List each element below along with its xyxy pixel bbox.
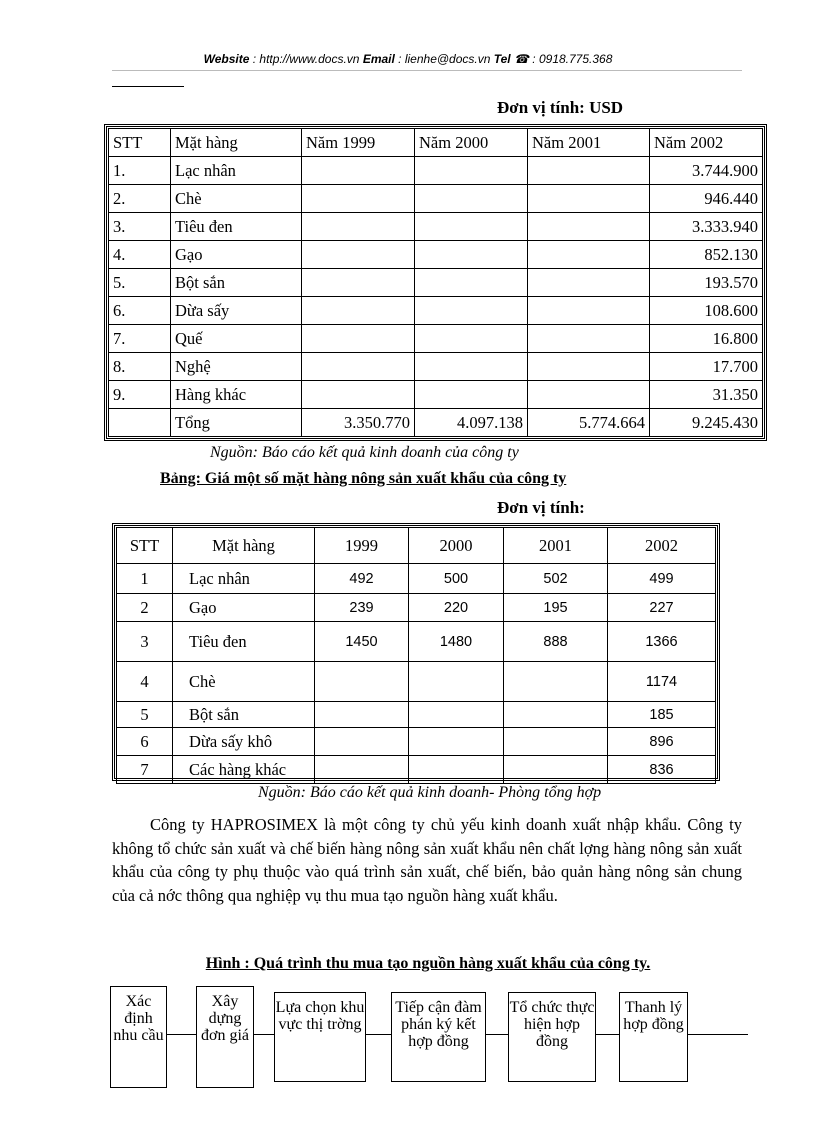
table-row <box>117 594 716 622</box>
value-cell <box>528 325 650 353</box>
process-step-5: Tổ chức thực hiện hợp đồng <box>508 992 596 1082</box>
process-connector <box>486 1034 508 1035</box>
value-cell <box>302 241 415 269</box>
table1-source: Nguồn: Báo cáo kết quả kinh doanh của công ty <box>210 444 519 461</box>
stt-cell: 5 <box>117 702 173 728</box>
price-cell <box>504 756 608 784</box>
stt-cell: 7. <box>109 325 171 353</box>
column-header: Năm 2002 <box>650 129 763 157</box>
price-cell <box>409 728 504 756</box>
tel-number: : 0918.775.368 <box>532 52 613 66</box>
column-header: 2000 <box>409 528 504 564</box>
price-cell: 1450 <box>315 622 409 662</box>
item-cell: Chè <box>173 662 315 702</box>
phone-icon: ☎ <box>514 52 529 66</box>
value-cell: 946.440 <box>650 185 763 213</box>
value-cell: 16.800 <box>650 325 763 353</box>
price-cell <box>315 662 409 702</box>
process-step-4: Tiếp cận đàm phán ký kết hợp đồng <box>391 992 486 1082</box>
price-cell: 502 <box>504 564 608 594</box>
value-cell <box>528 353 650 381</box>
value-cell <box>415 241 528 269</box>
stt-cell: 2. <box>109 185 171 213</box>
process-step-6: Thanh lý hợp đồng <box>619 992 688 1082</box>
value-cell <box>528 157 650 185</box>
export-price-table <box>112 523 720 781</box>
column-header: 2002 <box>608 528 716 564</box>
price-cell: 1174 <box>608 662 716 702</box>
value-cell <box>302 325 415 353</box>
value-cell <box>302 157 415 185</box>
table-row <box>109 297 763 325</box>
stt-cell: 7 <box>117 756 173 784</box>
price-cell: 195 <box>504 594 608 622</box>
item-cell: Chè <box>171 185 302 213</box>
column-header: STT <box>117 528 173 564</box>
price-cell <box>315 702 409 728</box>
price-cell: 896 <box>608 728 716 756</box>
column-header: Mặt hàng <box>173 528 315 564</box>
export-value-table-grid <box>108 128 763 437</box>
process-connector <box>366 1034 391 1035</box>
export-price-table-grid <box>116 527 716 784</box>
item-cell: Bột sắn <box>171 269 302 297</box>
table-row <box>109 325 763 353</box>
stt-cell: 8. <box>109 353 171 381</box>
table-row <box>109 241 763 269</box>
stt-cell: 4. <box>109 241 171 269</box>
table-header-row <box>117 528 716 564</box>
value-cell: 3.333.940 <box>650 213 763 241</box>
price-cell <box>409 662 504 702</box>
stt-cell: 2 <box>117 594 173 622</box>
value-cell <box>415 297 528 325</box>
table-row <box>109 409 763 437</box>
value-cell: 9.245.430 <box>650 409 763 437</box>
price-cell: 492 <box>315 564 409 594</box>
process-step-3: Lựa chọn khu vực thị trờng <box>274 992 366 1082</box>
process-step-2: Xây dựng đơn giá <box>196 986 254 1088</box>
stt-cell: 5. <box>109 269 171 297</box>
table-row <box>109 213 763 241</box>
value-cell <box>415 381 528 409</box>
column-header: 2001 <box>504 528 608 564</box>
table-row <box>109 353 763 381</box>
table2-source: Nguồn: Báo cáo kết quả kinh doanh- Phòng tổng hợp <box>258 784 602 801</box>
price-cell: 1366 <box>608 622 716 662</box>
value-cell <box>415 213 528 241</box>
price-cell <box>409 756 504 784</box>
stt-cell: 4 <box>117 662 173 702</box>
tel-label: Tel <box>493 52 511 66</box>
price-cell: 836 <box>608 756 716 784</box>
table2-title: Bảng: Giá một số mặt hàng nông sản xuất khẩu của công ty <box>160 470 567 487</box>
value-cell: 108.600 <box>650 297 763 325</box>
column-header: STT <box>109 129 171 157</box>
table-row <box>117 756 716 784</box>
stt-cell: 6. <box>109 297 171 325</box>
value-cell <box>415 185 528 213</box>
stt-cell: 1 <box>117 564 173 594</box>
column-header: Mặt hàng <box>171 129 302 157</box>
process-step-1: Xác định nhu cầu <box>110 986 167 1088</box>
item-cell: Tổng <box>171 409 302 437</box>
figure-title: Hình : Quá trình thu mua tạo nguồn hàng xuất khẩu của công ty. <box>205 955 651 972</box>
value-cell: 4.097.138 <box>415 409 528 437</box>
column-header: 1999 <box>315 528 409 564</box>
price-cell: 185 <box>608 702 716 728</box>
table-header-row <box>109 129 763 157</box>
column-header: Năm 2001 <box>528 129 650 157</box>
website-label: Website <box>203 52 250 66</box>
value-cell <box>302 353 415 381</box>
stt-cell: 1. <box>109 157 171 185</box>
value-cell: 852.130 <box>650 241 763 269</box>
table-row <box>117 702 716 728</box>
value-cell: 3.350.770 <box>302 409 415 437</box>
table-row <box>117 564 716 594</box>
table-row <box>109 185 763 213</box>
price-cell <box>504 662 608 702</box>
page-header <box>0 52 816 66</box>
table-row <box>117 622 716 662</box>
price-cell <box>315 728 409 756</box>
value-cell <box>415 353 528 381</box>
item-cell: Gạo <box>173 594 315 622</box>
stt-cell: 9. <box>109 381 171 409</box>
value-cell <box>302 213 415 241</box>
table-row <box>117 728 716 756</box>
process-connector <box>167 1034 196 1035</box>
table2-unit: Đơn vị tính: <box>497 498 585 517</box>
value-cell: 17.700 <box>650 353 763 381</box>
value-cell <box>302 381 415 409</box>
price-cell: 220 <box>409 594 504 622</box>
value-cell <box>415 157 528 185</box>
process-connector <box>254 1034 274 1035</box>
value-cell <box>528 241 650 269</box>
price-cell: 500 <box>409 564 504 594</box>
table-row <box>109 269 763 297</box>
value-cell <box>415 269 528 297</box>
email-label: Email <box>362 52 395 66</box>
item-cell: Các hàng khác <box>173 756 315 784</box>
price-cell <box>409 702 504 728</box>
value-cell <box>528 213 650 241</box>
value-cell <box>302 297 415 325</box>
price-cell: 239 <box>315 594 409 622</box>
value-cell <box>302 185 415 213</box>
stt-cell: 6 <box>117 728 173 756</box>
value-cell <box>528 185 650 213</box>
price-cell: 499 <box>608 564 716 594</box>
value-cell: 193.570 <box>650 269 763 297</box>
item-cell: Nghệ <box>171 353 302 381</box>
column-header: Năm 2000 <box>415 129 528 157</box>
process-connector <box>688 1034 748 1035</box>
header-divider <box>112 70 742 71</box>
item-cell: Dừa sấy <box>171 297 302 325</box>
value-cell <box>302 269 415 297</box>
column-header: Năm 1999 <box>302 129 415 157</box>
item-cell: Bột sắn <box>173 702 315 728</box>
short-rule <box>112 86 184 87</box>
value-cell: 31.350 <box>650 381 763 409</box>
price-cell <box>504 702 608 728</box>
export-value-table <box>104 124 767 441</box>
value-cell: 5.774.664 <box>528 409 650 437</box>
item-cell: Gạo <box>171 241 302 269</box>
price-cell: 227 <box>608 594 716 622</box>
item-cell: Quế <box>171 325 302 353</box>
stt-cell <box>109 409 171 437</box>
item-cell: Hàng khác <box>171 381 302 409</box>
table1-unit: Đơn vị tính: USD <box>497 98 624 117</box>
process-connector <box>596 1034 619 1035</box>
price-cell <box>504 728 608 756</box>
body-paragraph <box>112 813 742 907</box>
value-cell: 3.744.900 <box>650 157 763 185</box>
item-cell: Lạc nhân <box>173 564 315 594</box>
value-cell <box>415 325 528 353</box>
table-row <box>109 381 763 409</box>
email-address[interactable]: : lienhe@docs.vn <box>398 52 491 66</box>
price-cell: 1480 <box>409 622 504 662</box>
value-cell <box>528 269 650 297</box>
item-cell: Tiêu đen <box>171 213 302 241</box>
item-cell: Tiêu đen <box>173 622 315 662</box>
item-cell: Lạc nhân <box>171 157 302 185</box>
value-cell <box>528 297 650 325</box>
stt-cell: 3 <box>117 622 173 662</box>
price-cell: 888 <box>504 622 608 662</box>
paragraph-text: Công ty HAPROSIMEX là một công ty chủ yếu kinh doanh xuất nhập khẩu. Công ty không tổ chức sản xuất và chế biến hàng nông sản xuất khẩu nên chất lợng hàng nông sản xuất khẩu của công ty phụ thuộc vào quá trình sản xuất, chế biến, bảo quản hàng nông sản chung của cả nớc thông qua nghiệp vụ thu mua tạo nguồn hàng xuất khẩu. <box>112 815 742 905</box>
item-cell: Dừa sấy khô <box>173 728 315 756</box>
value-cell <box>528 381 650 409</box>
stt-cell: 3. <box>109 213 171 241</box>
table-row <box>117 662 716 702</box>
website-url[interactable]: : http://www.docs.vn <box>252 52 360 66</box>
table-row <box>109 157 763 185</box>
price-cell <box>315 756 409 784</box>
